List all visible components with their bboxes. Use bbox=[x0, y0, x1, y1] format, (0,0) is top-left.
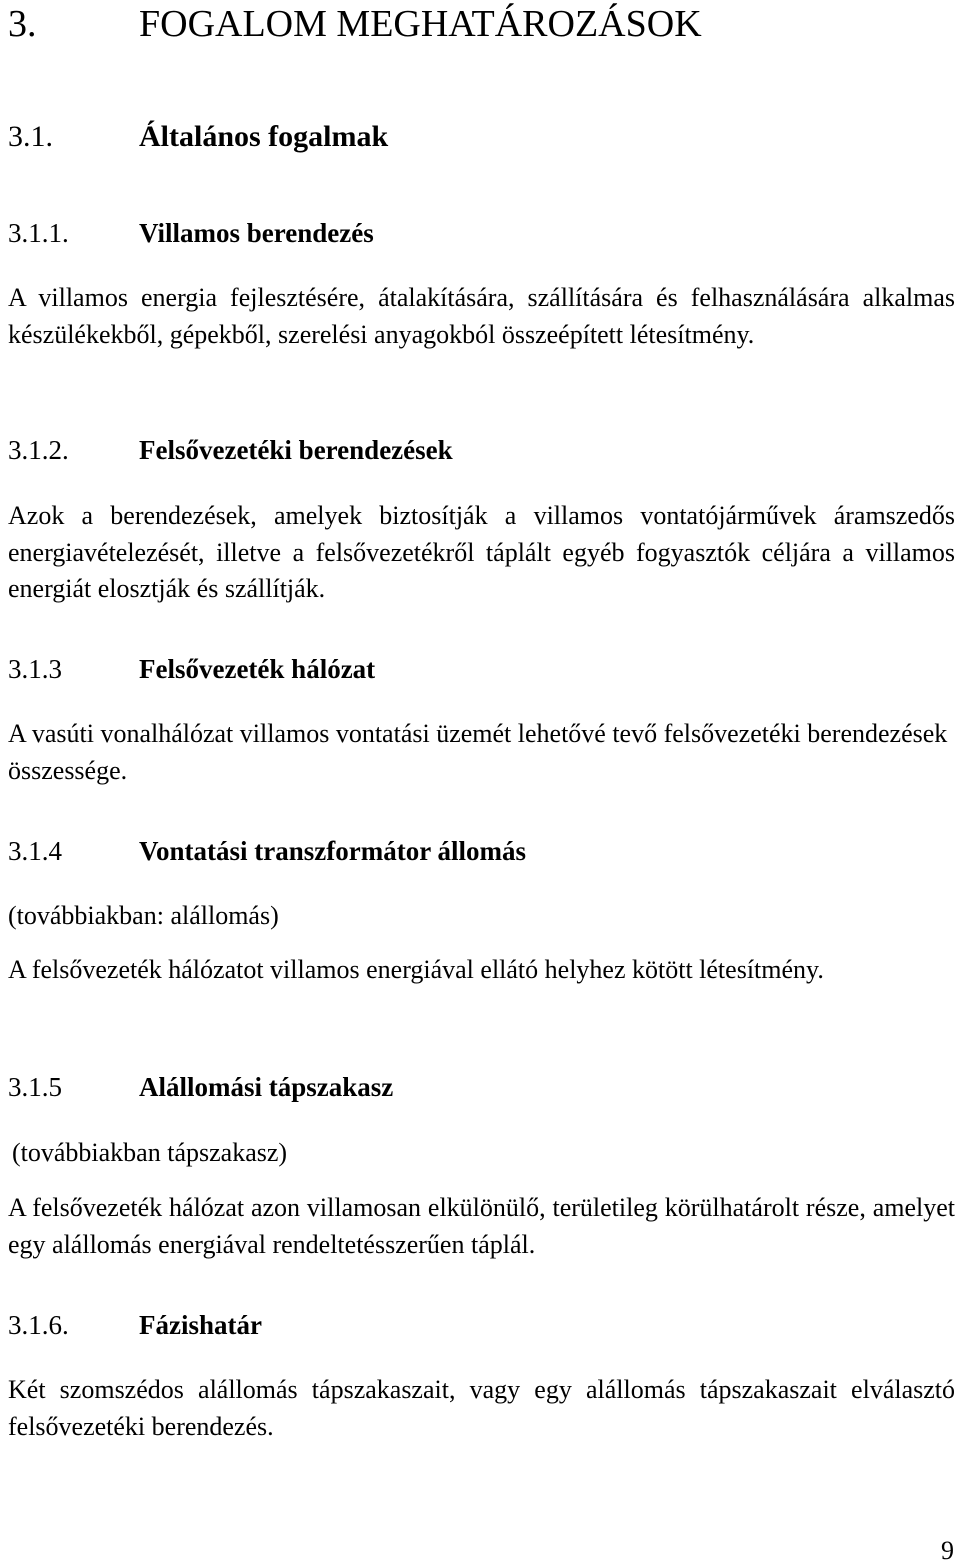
section-number: 3.1. bbox=[8, 120, 53, 153]
subsection-number: 3.1.2. bbox=[8, 435, 69, 465]
definition-text: Két szomszédos alállomás tápszakaszait, vagy egy alállomás tápszakaszait elválasztó felsővezetéki berendezés. bbox=[8, 1375, 955, 1441]
subsection-title: Vontatási transzformátor állomás bbox=[139, 836, 526, 866]
subsection-heading bbox=[8, 1072, 394, 1103]
section-heading bbox=[8, 120, 389, 154]
subsection-number: 3.1.6. bbox=[8, 1310, 69, 1340]
definition-note: (továbbiakban tápszakasz) bbox=[12, 1138, 288, 1167]
definition-text: A villamos energia fejlesztésére, átalakítására, szállítására és felhasználására alkalmas készülékekből, gépekből, szerelési anyagokból összeépített létesítmény. bbox=[8, 283, 955, 349]
subsection-number: 3.1.5 bbox=[8, 1072, 62, 1102]
subsection-title: Villamos berendezés bbox=[139, 218, 374, 248]
definition-text: A felsővezeték hálózat azon villamosan elkülönülő, területileg körülhatárolt része, amelyet egy alállomás energiával rendeltetésszerűen táplál. bbox=[8, 1193, 955, 1259]
page-number: 9 bbox=[941, 1536, 954, 1565]
definition-text: Azok a berendezések, amelyek biztosítják a villamos vontatójárművek áramszedős energiavételezését, illetve a felsővezetékről táplált egyéb fogyasztók céljára a villamos energiát elosztják és szállítják. bbox=[8, 501, 955, 603]
subsection-heading bbox=[8, 435, 453, 466]
chapter-number: 3. bbox=[8, 3, 37, 45]
subsection-title: Fázishatár bbox=[139, 1310, 262, 1340]
chapter-heading bbox=[8, 2, 702, 46]
subsection-number: 3.1.3 bbox=[8, 654, 62, 684]
definition-note: (továbbiakban: alállomás) bbox=[8, 901, 279, 930]
definition-text: A felsővezeték hálózatot villamos energiával ellátó helyhez kötött létesítmény. bbox=[8, 955, 824, 984]
subsection-title: Alállomási tápszakasz bbox=[139, 1072, 394, 1102]
subsection-title: Felsővezetéki berendezések bbox=[139, 435, 453, 465]
definition-text: A vasúti vonalhálózat villamos vontatási üzemét lehetővé tevő felsővezetéki berendezések összessége. bbox=[8, 719, 948, 785]
subsection-heading bbox=[8, 836, 526, 867]
chapter-title: FOGALOM MEGHATÁROZÁSOK bbox=[139, 3, 702, 45]
subsection-title: Felsővezeték hálózat bbox=[139, 654, 376, 684]
section-title: Általános fogalmak bbox=[139, 120, 389, 153]
subsection-number: 3.1.1. bbox=[8, 218, 69, 248]
subsection-heading bbox=[8, 654, 376, 685]
subsection-heading bbox=[8, 218, 374, 249]
subsection-heading bbox=[8, 1310, 262, 1341]
subsection-number: 3.1.4 bbox=[8, 836, 62, 866]
